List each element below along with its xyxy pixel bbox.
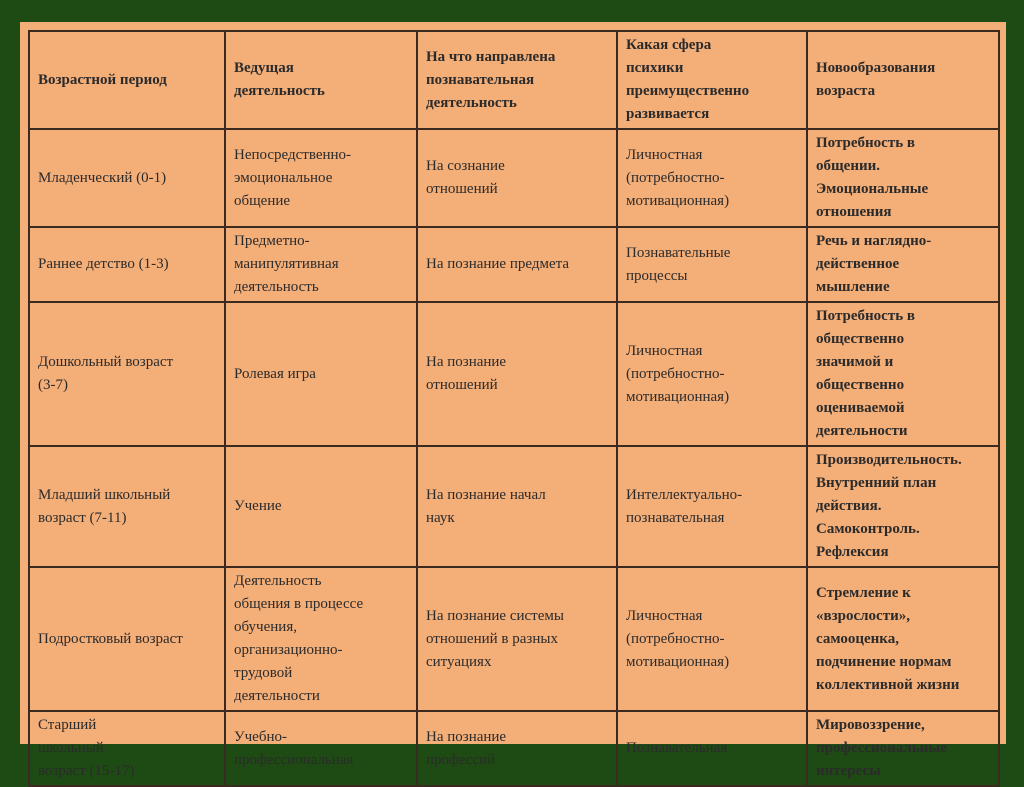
table-panel xyxy=(20,22,1006,779)
cell-period: Раннее детство (1-3) xyxy=(29,227,225,302)
cell-direction: На познание предмета xyxy=(417,227,617,302)
cell-sphere: Личностная (потребностно- мотивационная) xyxy=(617,129,807,227)
cell-period: Младший школьный возраст (7-11) xyxy=(29,446,225,567)
table-row xyxy=(29,567,999,711)
cell-sphere: Личностная (потребностно- мотивационная) xyxy=(617,567,807,711)
cell-sphere: Интеллектуально- познавательная xyxy=(617,446,807,567)
cell-period: Старший школьный возраст (15-17) xyxy=(29,711,225,786)
header-cognitive-direction: На что направлена познавательная деятельность xyxy=(417,31,617,129)
cell-period: Подростковый возраст xyxy=(29,567,225,711)
cell-sphere: Познавательная xyxy=(617,711,807,786)
cell-activity: Деятельность общения в процессе обучения, организационно- трудовой деятельности xyxy=(225,567,417,711)
header-age-period: Возрастной период xyxy=(29,31,225,129)
cell-activity: Учебно- профессиональная xyxy=(225,711,417,786)
cell-sphere: Познавательные процессы xyxy=(617,227,807,302)
cell-direction: На познание начал наук xyxy=(417,446,617,567)
table-row xyxy=(29,227,999,302)
header-row xyxy=(29,31,999,129)
cell-direction: На сознание отношений xyxy=(417,129,617,227)
cell-neoformation: Потребность в общении. Эмоциональные отношения xyxy=(807,129,999,227)
cell-neoformation: Речь и наглядно- действенное мышление xyxy=(807,227,999,302)
table-row xyxy=(29,302,999,446)
cell-activity: Ролевая игра xyxy=(225,302,417,446)
cell-activity: Предметно- манипулятивная деятельность xyxy=(225,227,417,302)
cell-direction: На познание отношений xyxy=(417,302,617,446)
table-row xyxy=(29,129,999,227)
cell-neoformation: Потребность в общественно значимой и общественно оцениваемой деятельности xyxy=(807,302,999,446)
table-row xyxy=(29,711,999,786)
cell-direction: На познание системы отношений в разных ситуациях xyxy=(417,567,617,711)
cell-period: Младенческий (0-1) xyxy=(29,129,225,227)
header-leading-activity: Ведущая деятельность xyxy=(225,31,417,129)
cell-activity: Учение xyxy=(225,446,417,567)
cell-neoformation: Стремление к «взрослости», самооценка, подчинение нормам коллективной жизни xyxy=(807,567,999,711)
cell-period: Дошкольный возраст (3-7) xyxy=(29,302,225,446)
age-periods-table xyxy=(28,30,1000,787)
cell-sphere: Личностная (потребностно- мотивационная) xyxy=(617,302,807,446)
header-neoformations: Новообразования возраста xyxy=(807,31,999,129)
cell-direction: На познание профессий xyxy=(417,711,617,786)
table-row xyxy=(29,446,999,567)
cell-neoformation: Производительность. Внутренний план действия. Самоконтроль. Рефлексия xyxy=(807,446,999,567)
header-psyche-sphere: Какая сфера психики преимущественно развивается xyxy=(617,31,807,129)
cell-neoformation: Мировоззрение, профессиональные интересы xyxy=(807,711,999,786)
cell-activity: Непосредственно- эмоциональное общение xyxy=(225,129,417,227)
